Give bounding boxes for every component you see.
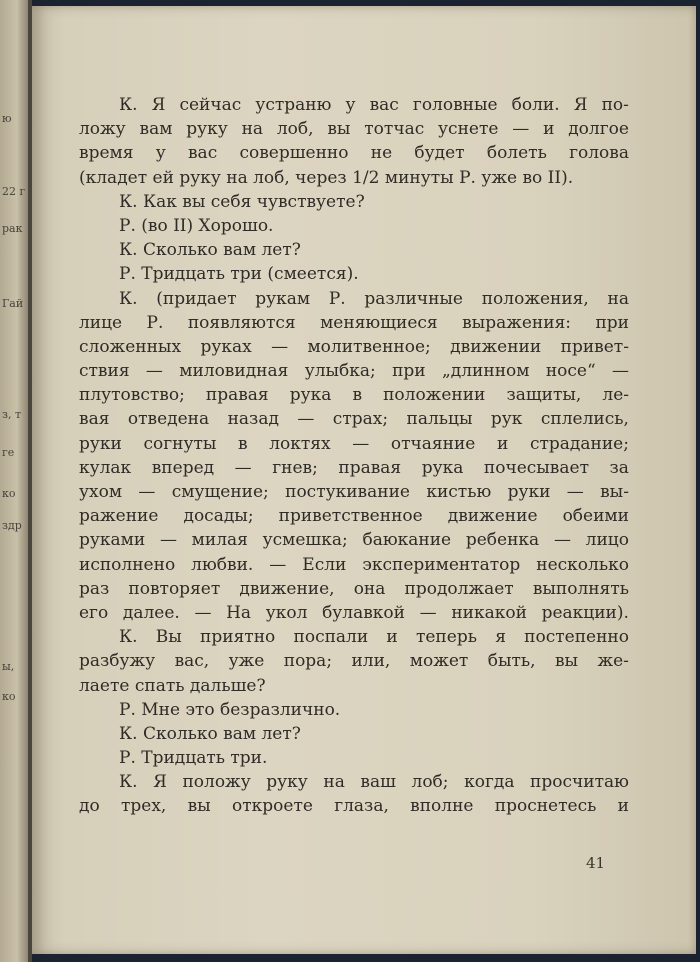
facing-page-fragment: рак xyxy=(2,222,23,235)
page-number: 41 xyxy=(586,854,606,872)
facing-page-fragment: з, т xyxy=(2,408,22,421)
facing-page-edge xyxy=(0,0,28,962)
text-line: раз повторяет движение, она продолжает выполнять xyxy=(79,578,629,599)
text-line: ражение досады; приветственное движение обеими xyxy=(79,506,629,527)
text-line: Р. (во II) Хорошо. xyxy=(119,215,274,236)
text-line: плутовство; правая рука в положении защиты, ле- xyxy=(79,385,629,406)
text-line: К. Сколько вам лет? xyxy=(119,723,301,744)
text-line: кулак вперед — гнев; правая рука почесывает за xyxy=(79,457,629,478)
text-line: сложенных руках — молитвенное; движении привет- xyxy=(79,336,629,357)
book-page xyxy=(32,6,696,954)
text-line: его далее. — На укол булавкой — никакой реакции). xyxy=(79,602,629,623)
facing-page-fragment: ге xyxy=(2,446,15,459)
text-line: Р. Тридцать три. xyxy=(119,748,268,769)
text-line: вая отведена назад — страх; пальцы рук сплелись, xyxy=(79,409,629,430)
text-line: разбужу вас, уже пора; или, может быть, вы же- xyxy=(79,651,629,672)
facing-page-fragment: здр xyxy=(2,519,22,532)
facing-page-fragment: 22 г xyxy=(2,185,26,198)
text-line: К. Я положу руку на ваш лоб; когда просчитаю xyxy=(119,772,629,793)
text-line: руки согнуты в локтях — отчаяние и страдание; xyxy=(79,433,629,454)
text-line: К. Я сейчас устраню у вас головные боли. Я по- xyxy=(119,95,629,115)
text-line: лице Р. появляются меняющиеся выражения: при xyxy=(79,312,629,333)
text-line: ухом — смущение; постукивание кистью руки — вы- xyxy=(79,482,629,502)
text-line: ложу вам руку на лоб, вы тотчас уснете — и долгое xyxy=(79,119,629,140)
text-line: ствия — миловидная улыбка; при „длинном носе“ — xyxy=(79,361,629,382)
body-text xyxy=(79,93,629,819)
text-line: лаете спать дальше? xyxy=(79,675,266,696)
facing-page-fragment: ы, xyxy=(2,660,15,673)
facing-page-fragment: Гай xyxy=(2,297,24,310)
text-line: (кладет ей руку на лоб, через 1/2 минуты Р. уже во II). xyxy=(79,167,574,188)
text-line: К. Как вы себя чувствуете? xyxy=(119,191,365,212)
text-line: К. Вы приятно поспали и теперь я постепенно xyxy=(119,627,629,648)
text-line: К. (придает рукам Р. различные положения, на xyxy=(119,288,629,309)
text-line: до трех, вы откроете глаза, вполне проснетесь и xyxy=(79,796,629,817)
text-line: К. Сколько вам лет? xyxy=(119,240,301,261)
text-line: время у вас совершенно не будет болеть голова xyxy=(79,143,629,164)
text-line: Р. Тридцать три (смеется). xyxy=(119,264,359,285)
text-line: Р. Мне это безразлично. xyxy=(119,699,341,720)
facing-page-fragment: ко xyxy=(2,487,16,500)
facing-page-fragment: ю xyxy=(2,112,12,125)
text-line: исполнено любви. — Если экспериментатор несколько xyxy=(79,554,629,575)
facing-page-fragment: ко xyxy=(2,690,16,703)
text-line: руками — милая усмешка; баюкание ребенка — лицо xyxy=(79,530,629,551)
